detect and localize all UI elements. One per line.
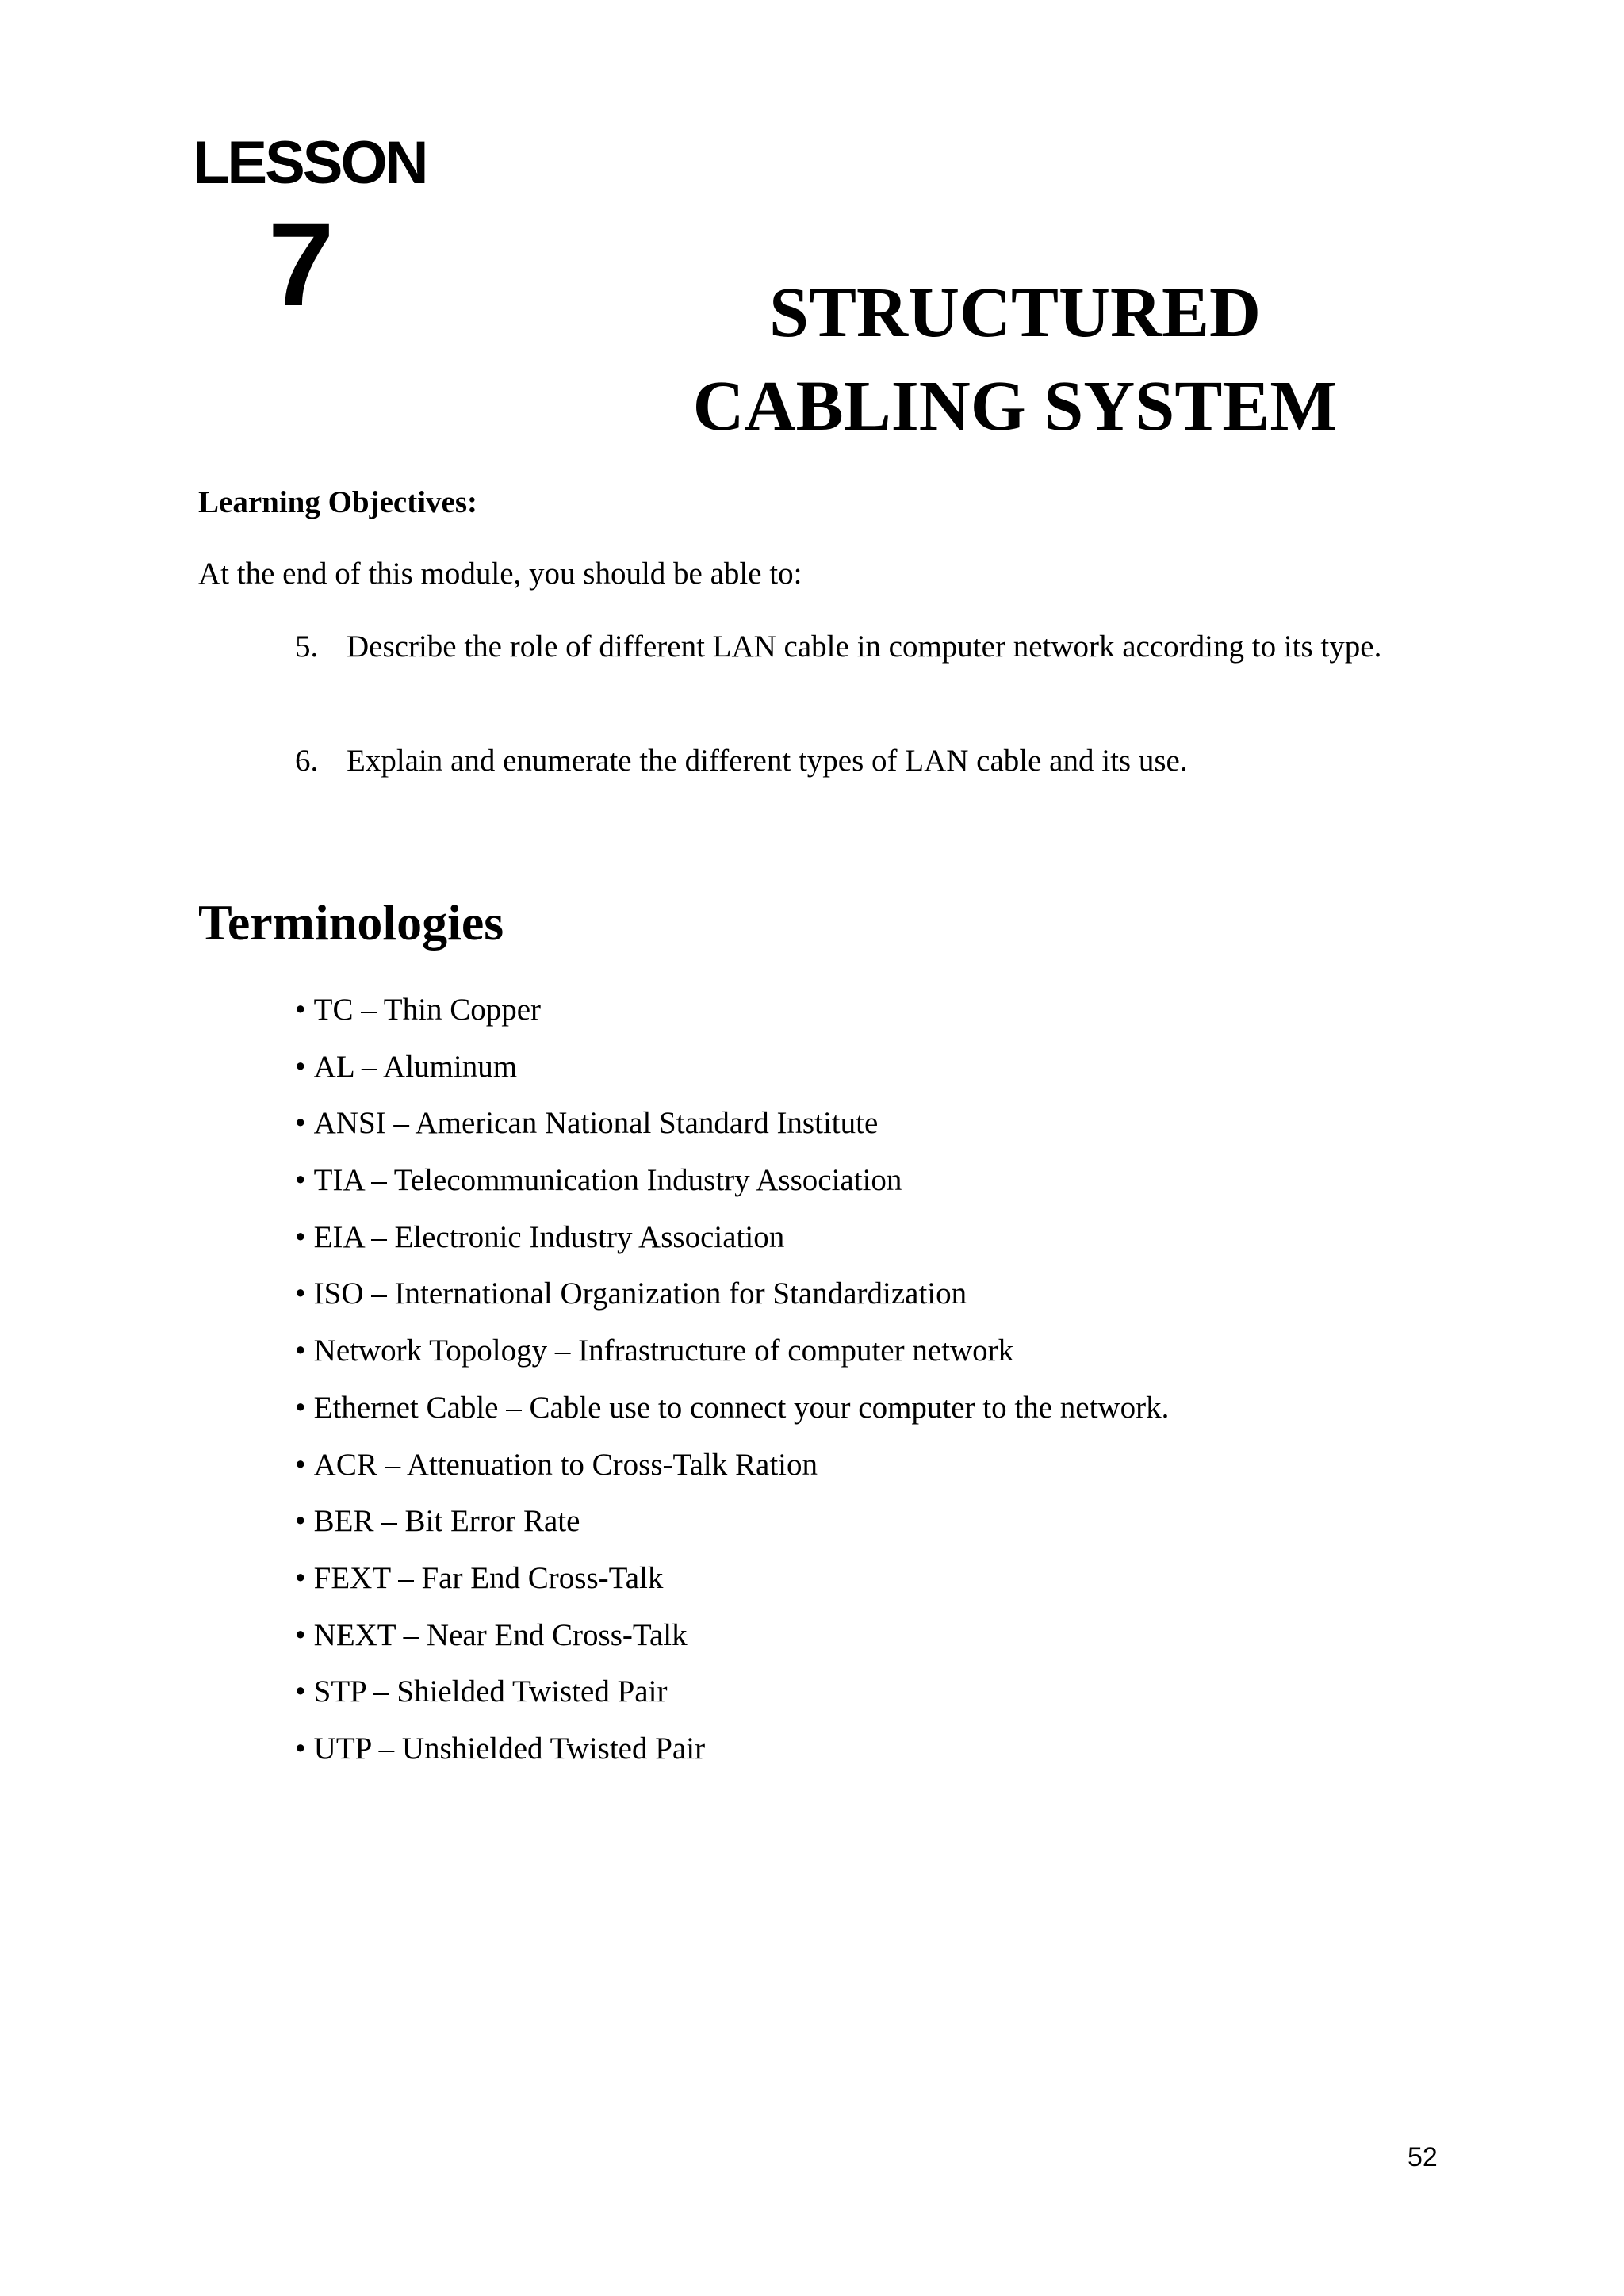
- objective-item: [295, 618, 1405, 675]
- bullet: •: [295, 1219, 306, 1254]
- term-item: [295, 1498, 1169, 1555]
- bullet: •: [295, 1674, 306, 1709]
- term-text: Ethernet Cable – Cable use to connect your computer to the network.: [313, 1390, 1170, 1425]
- objective-item: [295, 733, 1405, 790]
- term-item: [295, 1100, 1169, 1157]
- term-item: [295, 986, 1169, 1043]
- terminologies-heading: Terminologies: [198, 894, 504, 951]
- lesson-number: 7: [268, 197, 335, 331]
- term-text: EIA – Electronic Industry Association: [313, 1219, 785, 1254]
- bullet: •: [295, 1276, 306, 1311]
- bullet: •: [295, 1106, 306, 1141]
- term-text: ANSI – American National Standard Institute: [313, 1106, 879, 1141]
- term-item: [295, 1327, 1169, 1384]
- objective-text: Explain and enumerate the different types of LAN cable and its use.: [347, 744, 1188, 778]
- bullet: •: [295, 1504, 306, 1539]
- page-number: 52: [1408, 2142, 1438, 2172]
- term-item: [295, 1157, 1169, 1214]
- term-item: [295, 1668, 1169, 1725]
- term-text: ISO – International Organization for Standardization: [313, 1276, 967, 1311]
- lesson-title-line-2: CABLING SYSTEM: [692, 367, 1338, 446]
- objective-number: 5.: [295, 629, 319, 664]
- term-text: AL – Aluminum: [313, 1049, 518, 1084]
- term-item: [295, 1214, 1169, 1271]
- bullet: •: [295, 1560, 306, 1595]
- term-text: Network Topology – Infrastructure of computer network: [313, 1334, 1014, 1368]
- bullet: •: [295, 1049, 306, 1084]
- bullet: •: [295, 1731, 306, 1766]
- terminologies-list: [295, 986, 1169, 1782]
- objective-number: 6.: [295, 744, 319, 778]
- term-text: TIA – Telecommunication Industry Association: [313, 1163, 902, 1198]
- learning-objectives-heading: Learning Objectives:: [198, 485, 478, 519]
- term-text: UTP – Unshielded Twisted Pair: [313, 1731, 706, 1766]
- bullet: •: [295, 1334, 306, 1368]
- lesson-label: LESSON: [193, 129, 427, 197]
- objectives-intro: At the end of this module, you should be able to:: [198, 557, 802, 591]
- bullet: •: [295, 1163, 306, 1198]
- term-text: ACR – Attenuation to Cross-Talk Ration: [313, 1447, 818, 1482]
- bullet: •: [295, 993, 306, 1027]
- objective-text: Describe the role of different LAN cable in computer network according to its type.: [347, 629, 1382, 664]
- term-text: BER – Bit Error Rate: [313, 1504, 580, 1539]
- term-item: [295, 1612, 1169, 1669]
- bullet: •: [295, 1447, 306, 1482]
- term-item: [295, 1441, 1169, 1498]
- lesson-title-line-1: STRUCTURED: [768, 274, 1262, 352]
- term-item: [295, 1043, 1169, 1100]
- term-item: [295, 1555, 1169, 1612]
- term-item: [295, 1270, 1169, 1327]
- bullet: •: [295, 1617, 306, 1652]
- term-text: NEXT – Near End Cross-Talk: [313, 1617, 688, 1652]
- term-item: [295, 1384, 1169, 1441]
- bullet: •: [295, 1390, 306, 1425]
- term-text: TC – Thin Copper: [313, 993, 542, 1027]
- term-text: STP – Shielded Twisted Pair: [313, 1674, 668, 1709]
- term-text: FEXT – Far End Cross-Talk: [313, 1560, 664, 1595]
- term-item: [295, 1725, 1169, 1782]
